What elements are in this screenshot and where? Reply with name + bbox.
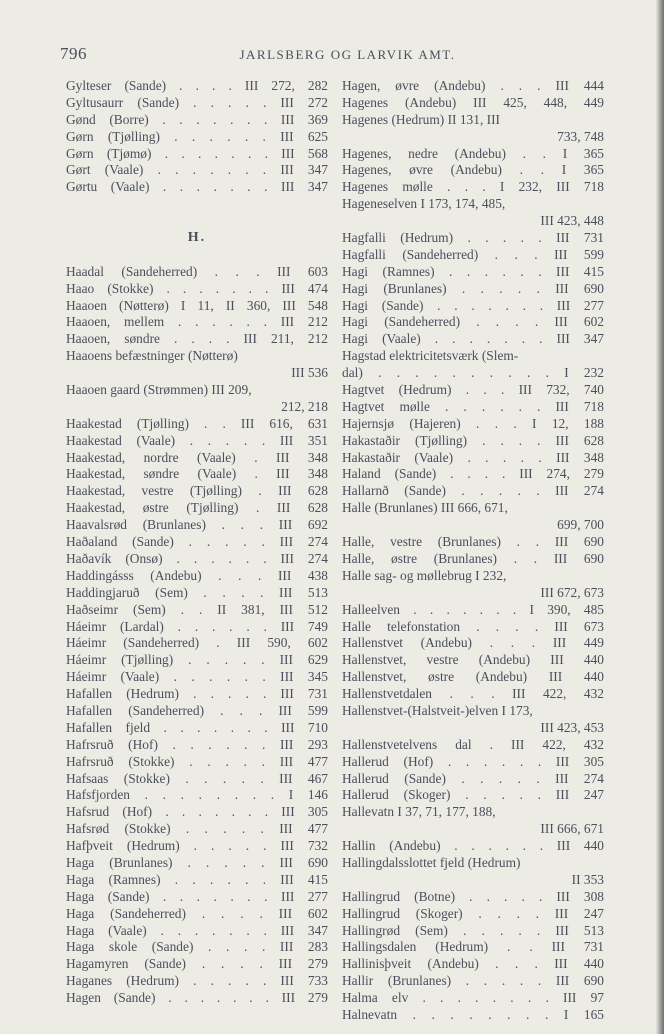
index-entry: Hagenes (Andebu) III 425, 448, 449 — [342, 94, 604, 110]
index-entry: Halle sag- og møllebrug I 232, — [342, 567, 507, 583]
blank-line — [66, 196, 328, 213]
index-entry: Hallenstvet-(Halstveit-)elven I 173, — [342, 702, 533, 718]
index-entry: Hafallen (Hedrum) . . . . . III 731 — [66, 686, 328, 702]
index-entry: Hallinisþveit (Andebu) . . . III 440 — [342, 956, 604, 972]
index-entry: Haaoen, mellem . . . . . . III 212 — [66, 314, 328, 330]
index-entry: Halle telefonstation . . . . III 673 — [342, 618, 604, 634]
index-entry: Hafallen fjeld . . . . . . . III 710 — [66, 719, 328, 735]
index-entry: Hallenstvet, vestre (Andebu) III 440 — [342, 652, 604, 668]
index-entry: Haadal (Sandeherred) . . . III 603 — [66, 263, 328, 279]
index-entry: Haddingásss (Andebu) . . . III 438 — [66, 567, 328, 583]
index-entry: Haðaland (Sande) . . . . . III 274 — [66, 534, 328, 550]
index-entry: Haaoens befæstninger (Nøtterø) — [66, 348, 238, 364]
index-entry: Hagfalli (Sandeherred) . . . III 599 — [342, 246, 604, 262]
index-entry-continuation: II 353 — [571, 871, 604, 887]
index-entry-continuation: 733, 748 — [557, 128, 604, 144]
index-entry: Haakestad (Tjølling) . . III 616, 631 — [66, 415, 328, 431]
index-entry: Halle, vestre (Brunlanes) . . III 690 — [342, 534, 604, 550]
index-entry: Haga (Brunlanes) . . . . . III 690 — [66, 854, 328, 870]
index-entry: Haga (Ramnes) . . . . . . III 415 — [66, 871, 328, 887]
index-entry: Hallingsdalen (Hedrum) . . III 731 — [342, 939, 604, 955]
index-entry: Hagstad elektricitetsværk (Slem- — [342, 348, 519, 364]
index-entry: Haga (Vaale) . . . . . . . III 347 — [66, 922, 328, 938]
index-entry: Hagi (Sandeherred) . . . . III 602 — [342, 314, 604, 330]
index-entry: Hafallen (Sandeherred) . . . III 599 — [66, 702, 328, 718]
index-entry: Hagfalli (Hedrum) . . . . . III 731 — [342, 230, 604, 246]
index-entry-continuation: III 423, 453 — [540, 719, 604, 735]
index-entry: Hallenstvet (Andebu) . . . III 449 — [342, 635, 604, 651]
index-entry: Haao (Stokke) . . . . . . . III 474 — [66, 280, 328, 296]
index-entry: Gørn (Tjømø) . . . . . . . III 568 — [66, 145, 328, 161]
index-entry: Haga (Sandeherred) . . . . III 602 — [66, 905, 328, 921]
index-entry: Hagtvet (Hedrum) . . . III 732, 740 — [342, 382, 604, 398]
index-entry: Gørn (Tjølling) . . . . . . III 625 — [66, 128, 328, 144]
index-entry: Hafsrød (Stokke) . . . . . III 477 — [66, 821, 328, 837]
index-entry: Haaoen gaard (Strømmen) III 209, — [66, 382, 252, 398]
index-entry: Hallenstvet, østre (Andebu) III 440 — [342, 669, 604, 685]
index-entry: Haddingjaruð (Sem) . . . . III 513 — [66, 584, 328, 600]
index-entry: dal) . . . . . . . . . . I 232 — [342, 365, 604, 381]
index-entry: Háeimr (Tjølling) . . . . . III 629 — [66, 652, 328, 668]
index-entry: Hallingrud (Skoger) . . . . III 247 — [342, 905, 604, 921]
index-entry: Hallir (Brunlanes) . . . . . III 690 — [342, 973, 604, 989]
index-entry: Halle, østre (Brunlanes) . . III 690 — [342, 550, 604, 566]
index-entry: Hagi (Brunlanes) . . . . . III 690 — [342, 280, 604, 296]
index-entry: Hallin (Andebu) . . . . . . III 440 — [342, 838, 604, 854]
index-entry-continuation: 699, 700 — [557, 517, 604, 533]
index-entry: Gyltusaurr (Sande) . . . . . III 272 — [66, 94, 328, 110]
index-entry: Hagenes, øvre (Andebu) . . I 365 — [342, 162, 604, 178]
index-entry: Halnevatn . . . . . . . . I 165 — [342, 1006, 604, 1022]
index-entry: Gønd (Borre) . . . . . . . III 369 — [66, 111, 328, 127]
index-entry: Haganes (Hedrum) . . . . . III 733 — [66, 973, 328, 989]
running-title: JARLSBERG OG LARVIK AMT. — [239, 47, 456, 62]
index-entry-continuation: III 536 — [291, 365, 328, 381]
index-entry: Hallarnð (Sande) . . . . . III 274 — [342, 483, 604, 499]
index-entry: Hakastaðir (Vaale) . . . . . III 348 — [342, 449, 604, 465]
index-entry: Hagamyren (Sande) . . . . III 279 — [66, 956, 328, 972]
index-entry: Hallingrud (Botne) . . . . . III 308 — [342, 888, 604, 904]
page-header — [60, 44, 635, 68]
index-entry: Haaoen, søndre . . . . III 211, 212 — [66, 331, 328, 347]
index-entry: Hagi (Sande) . . . . . . . III 277 — [342, 297, 604, 313]
index-column-left — [66, 78, 328, 1007]
index-entry: Hagtvet mølle . . . . . . III 718 — [342, 398, 604, 414]
index-entry: Hafsrud (Hof) . . . . . . . III 305 — [66, 804, 328, 820]
index-entry: Haakestad, vestre (Tjølling) . III 628 — [66, 483, 328, 499]
index-entry: Hallerud (Hof) . . . . . . III 305 — [342, 753, 604, 769]
section-letter: H. — [187, 230, 207, 246]
index-entry: Hajernsjø (Hajeren) . . . I 12, 188 — [342, 415, 604, 431]
index-entry: Hallingdalsslottet fjeld (Hedrum) — [342, 854, 521, 870]
index-entry: Hagen (Sande) . . . . . . . III 279 — [66, 990, 328, 1006]
index-entry: Hafsfjorden . . . . . . . . I 146 — [66, 787, 328, 803]
index-column-right — [342, 78, 604, 1024]
index-entry: Haga (Sande) . . . . . . . III 277 — [66, 888, 328, 904]
index-entry: Halma elv . . . . . . . . III 97 — [342, 990, 604, 1006]
index-entry: Halle (Brunlanes) III 666, 671, — [342, 500, 508, 516]
index-entry: Háeimr (Vaale) . . . . . . III 345 — [66, 669, 328, 685]
index-entry: Haland (Sande) . . . . III 274, 279 — [342, 466, 604, 482]
index-entry: Gørt (Vaale) . . . . . . . III 347 — [66, 162, 328, 178]
index-entry: Hakastaðir (Tjølling) . . . . III 628 — [342, 432, 604, 448]
index-entry: Hagen, øvre (Andebu) . . . III 444 — [342, 78, 604, 93]
index-entry: Haaoen (Nøtterø) I 11, II 360, III 548 — [66, 297, 328, 313]
index-entry: Hallevatn I 37, 71, 177, 188, — [342, 804, 496, 820]
index-entry: Hagi (Vaale) . . . . . . . III 347 — [342, 331, 604, 347]
index-entry: Hafrsruð (Hof) . . . . . . III 293 — [66, 736, 328, 752]
index-entry-continuation: III 672, 673 — [540, 584, 604, 600]
index-entry: Haga skole (Sande) . . . . III 283 — [66, 939, 328, 955]
index-entry: Haakestad, østre (Tjølling) . III 628 — [66, 500, 328, 516]
index-entry-continuation: III 666, 671 — [540, 821, 604, 837]
index-entry: Hagenes, nedre (Andebu) . . I 365 — [342, 145, 604, 161]
index-entry: Hafsaas (Stokke) . . . . . III 467 — [66, 770, 328, 786]
page-number: 796 — [60, 44, 87, 63]
index-entry: Hallerud (Sande) . . . . . III 274 — [342, 770, 604, 786]
index-entry: Hagenes (Hedrum) II 131, III — [342, 111, 501, 127]
index-entry: Hallerud (Skoger) . . . . . III 247 — [342, 787, 604, 803]
index-entry: Haakestad, nordre (Vaale) . III 348 — [66, 449, 328, 465]
index-entry: Hafþveit (Hedrum) . . . . . III 732 — [66, 838, 328, 854]
index-entry: Gylteser (Sande) . . . . III 272, 282 — [66, 78, 328, 93]
index-entry: Gørtu (Vaale) . . . . . . . III 347 — [66, 179, 328, 195]
index-entry: Halleelven . . . . . . . I 390, 485 — [342, 601, 604, 617]
index-entry: Hallenstvetdalen . . . III 422, 432 — [342, 686, 604, 702]
index-entry: Haavalsrød (Brunlanes) . . . III 692 — [66, 517, 328, 533]
index-entry: Hageneselven I 173, 174, 485, — [342, 196, 506, 212]
index-entry: Háeimr (Lardal) . . . . . . III 749 — [66, 618, 328, 634]
index-entry-continuation: III 423, 448 — [540, 213, 604, 229]
index-entry-continuation: 212, 218 — [281, 398, 328, 414]
index-entry: Hallingrød (Sem) . . . . . III 513 — [342, 922, 604, 938]
index-entry: Haakestad, søndre (Vaale) . III 348 — [66, 466, 328, 482]
index-entry: Hallenstvetelvens dal . III 422, 432 — [342, 736, 604, 752]
index-entry: Hagenes mølle . . . I 232, III 718 — [342, 179, 604, 195]
index-entry: Háeimr (Sandeherred) . III 590, 602 — [66, 635, 328, 651]
index-entry: Haakestad (Vaale) . . . . . III 351 — [66, 432, 328, 448]
index-entry: Hagi (Ramnes) . . . . . . III 415 — [342, 263, 604, 279]
index-entry: Haðseimr (Sem) . . II 381, III 512 — [66, 601, 328, 617]
blank-line — [66, 247, 328, 264]
index-entry: Haðavík (Onsø) . . . . . . III 274 — [66, 550, 328, 566]
index-entry: Hafrsruð (Stokke) . . . . . III 477 — [66, 753, 328, 769]
page-edge — [656, 0, 664, 1034]
blank-line — [66, 213, 328, 230]
